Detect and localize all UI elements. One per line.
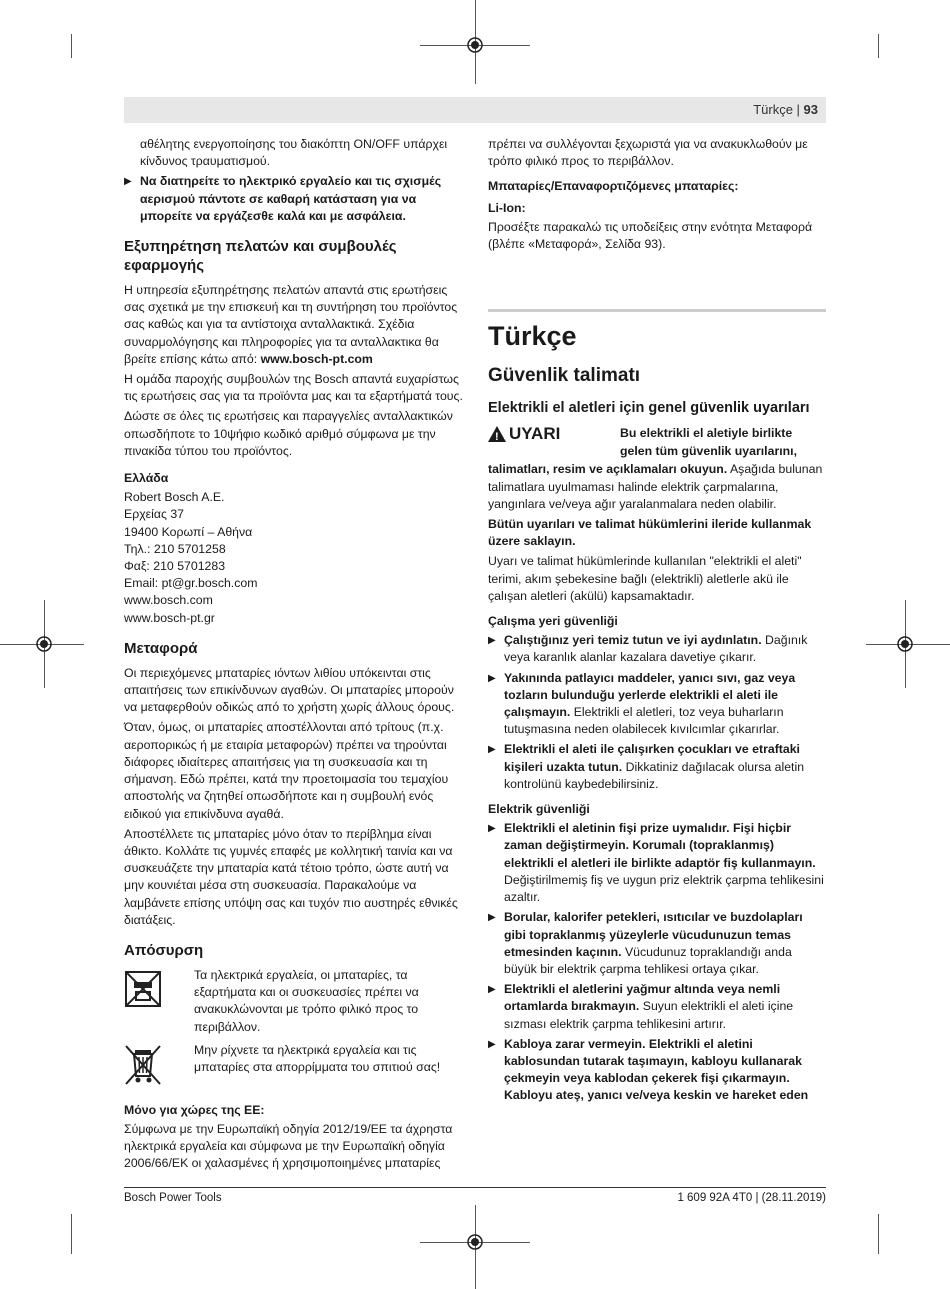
arrow-bullet-icon: ▶ (488, 823, 496, 835)
disposal-row (124, 967, 464, 1036)
bullet-item: ▶ Kabloya zarar vermeyin. Elektrikli el aletini kablosundan tutarak taşımayın, kabloyu kullanarak çekmeyin veya kablodan çekerek fişi çıkarmayın. Kabloyu ateş, yanıcı ve/veya keskin ve hareket eden (488, 1036, 809, 1103)
disposal-row (124, 1042, 464, 1086)
address-line: 19400 Κορωπί – Αθήνα (124, 524, 253, 539)
arrow-bullet-icon: ▶ (488, 912, 496, 924)
warning-badge (488, 425, 560, 442)
battery-heading: Μπαταρίες/Επαναφορτιζόμενες μπαταρίες: (488, 179, 739, 194)
crossed-bin-icon (124, 1042, 162, 1086)
arrow-bullet-icon: ▶ (488, 672, 496, 684)
service-link[interactable]: www.bosch-pt.com (260, 351, 373, 366)
header-text: Türkçe | 93 (753, 102, 818, 117)
service-paragraph: Δώστε σε όλες τις ερωτήσεις και παραγγελίες ανταλλακτικών οπωσδήποτε το 10ψήφιο κωδικό αριθμό σύμφωνα με την πινακίδα τύπου του προϊόντος. (124, 409, 453, 458)
crop-mark (878, 1214, 879, 1254)
registration-mark-icon (464, 1231, 486, 1253)
intro-text: αθέλητης ενεργοποίησης του διακόπτη ON/OFF υπάρχει κίνδυνος τραυματισμού. (140, 137, 448, 169)
transport-paragraph: Αποστέλλετε τις μπαταρίες μόνο όταν το περίβλημα είναι άθικτο. Κολλάτε τις γυμνές επαφές με κολλητική ταινία και να συσκευάζετε την μπαταρία κατά τέτοιο τρόπο, ώστε αυτή να μην κουνιέται μέσα στη συσκευασία. Παρακαλούμε να λαμβάνετε επίσης υπόψη σας και τυχόν πιο αυστηρές εθνικές διατάξεις. (124, 826, 458, 927)
footer-brand: Bosch Power Tools (124, 1192, 222, 1204)
footer-doc-number: 1 609 92A 4T0 | (28.11.2019) (677, 1192, 826, 1204)
transport-paragraph: Οι περιεχόμενες μπαταρίες ιόντων λιθίου υπόκεινται στις απαιτήσεις των επικίνδυνων αγαθών. Οι μπαταρίες μπορούν να μεταφερθούν οδικώς από το χρήστη χωρίς άλλους όρους. (124, 665, 455, 715)
arrow-bullet-icon: ▶ (488, 635, 496, 647)
warning-bold-text: Bu elektrikli el aletiyle birlikte gelen tüm güvenlik uyarılarını, (620, 426, 797, 458)
address-line: www.bosch.com (124, 593, 213, 608)
warning-text: talimatları, resim ve açıklamaları okuyun. Aşağıda bulunan talimatlara uyulmaması halinde elektrik çarpmalarına, yangınlara ve/veya ağır yaralanmalara neden olabilir. (488, 462, 823, 511)
address-line: Email: pt@gr.bosch.com (124, 576, 258, 591)
address-line: Ερχείας 37 (124, 507, 184, 522)
electrical-safety-heading: Elektrik güvenliği (488, 802, 590, 817)
disposal-heading: Απόσυρση (124, 941, 204, 959)
arrow-bullet-icon: ▶ (488, 744, 496, 756)
crop-mark (878, 34, 879, 58)
bullet-item: ▶ Να διατηρείτε το ηλεκτρικό εργαλείο και τις σχισμές αερισμού πάντοτε σε καθαρή κατάσταση για να μπορείτε να εργάζεσθε καλά και με ασφάλεια. (124, 174, 442, 223)
transport-heading: Μεταφορά (124, 639, 198, 657)
general-warnings-title: Elektrikli el aletleri için genel güvenlik uyarıları (488, 400, 810, 417)
eu-heading: Μόνο για χώρες της ΕΕ: (124, 1102, 265, 1117)
address-block (124, 489, 464, 627)
liion-heading: Li-Ion: (488, 200, 526, 215)
registration-mark-icon (464, 34, 486, 56)
section-divider (488, 309, 826, 312)
transport-paragraph: Όταν, όμως, οι μπαταρίες αποστέλλονται από τρίτους (π.χ. αεροπορικώς ή με εταιρία μεταφορών) πρέπει να τηρούνται διάφορες ιδιαίτερες απαιτήσεις για τη συσκευασία και τη σήμανση. Εδώ πρέπει, κατά την προετοιμασία του τεμαχίου αποστολής να ζητηθεί οπωσδήποτε και η συμβουλή ενός ειδικού για επικίνδυνα αγαθά. (124, 720, 449, 821)
bullet-item: ▶ Borular, kalorifer petekleri, ısıtıcılar ve buzdolapları gibi topraklanmış yüzeylerle vücudunuzun temas etmesinden kaçının. Vücudunuz topraklandığı anda büyük bir elektrik çarpma tehlikesi ortaya çıkar. (488, 910, 803, 976)
header-language: Türkçe (753, 102, 793, 117)
arrow-bullet-icon: ▶ (488, 984, 496, 996)
registration-mark-icon (33, 633, 55, 655)
right-column (488, 136, 826, 1108)
bullet-item: ▶ Elektrikli el aletinin fişi prize uymalıdır. Fişi hiçbir zaman değiştirmeyin. Korumalı (topraklanmış) elektrikli el aletleri ile birlikte adaptör fiş kullanmayın. Değiştirilmemiş fiş ve uygun priz elektrik çarpma tehlikesini azaltır. (488, 821, 824, 905)
language-title: Türkçe (488, 321, 577, 352)
crop-mark (71, 34, 72, 58)
address-line: Φαξ: 210 5701283 (124, 559, 226, 574)
bullet-item: ▶ Elektrikli el aleti ile çalışırken çocukları ve etraftaki kişileri uzakta tutun. Dikkatiniz dağılacak olursa aletin kontrolünü kaybedebilirsiniz. (488, 742, 805, 791)
keep-instructions: Bütün uyarıları ve talimat hükümlerini ileride kullanmak üzere saklayın. (488, 517, 812, 549)
recycling-disposal-icon (124, 967, 162, 1011)
address-line: www.bosch-pt.gr (124, 610, 215, 625)
service-heading: Εξυπηρέτηση πελατών και συμβουλές εφαρμογής (124, 238, 397, 275)
arrow-bullet-icon: ▶ (488, 1038, 496, 1050)
service-paragraph: Η υπηρεσία εξυπηρέτησης πελατών απαντά στις ερωτήσεις σας σχετικά με την επισκευή και τη συντήρηση του προϊόντος σας καθώς και για τα αντίστοιχα ανταλλακτικά. Σχέδια συναρμολόγησης και πληροφορίες για τα ανταλλακτικα θα βρείτε επίσης κάτω από: www.bosch-pt.com (124, 283, 458, 366)
term-text: Uyarı ve talimat hükümlerinde kullanılan "elektrikli el aleti" terimi, akım şebekesine bağlı (elektrikli) aletlerle akü ile çalışan aletleri (akülü) kapsamaktadır. (488, 554, 802, 603)
disposal-text: Μην ρίχνετε τα ηλεκτρικά εργαλεία και τις μπαταρίες στα απορρίμματα του σπιτιού σας! (194, 1042, 441, 1074)
left-column (124, 136, 464, 1176)
intro-text: πρέπει να συλλέγονται ξεχωριστά για να ανακυκλωθούν με τρόπο φιλικό προς το περιβάλλον. (488, 137, 808, 169)
registration-mark-icon (894, 633, 916, 655)
bullet-item: ▶ Çalıştığınız yeri temiz tutun ve iyi aydınlatın. Dağınık veya karanlık alanlar kazalara davetiye çıkarır. (488, 633, 808, 665)
disposal-text: Τα ηλεκτρικά εργαλεία, οι μπαταρίες, τα εξαρτήματα και οι συσκευασίες πρέπει να ανακυκλώνονται με τρόπο φιλικό προς το περιβάλλον. (194, 967, 419, 1034)
address-line: Robert Bosch A.E. (124, 490, 225, 505)
page-number: 93 (803, 102, 818, 117)
bullet-item: ▶ Elektrikli el aletlerini yağmur altında veya nemli ortamlarda bırakmayın. Suyun elektrikli el aleti içine sızması elektrik çarpma tehlikesini artırır. (488, 982, 794, 1031)
liion-text: Προσέξτε παρακαλώ τις υποδείξεις στην ενότητα Μεταφορά (βλέπε «Μεταφορά», Σελίδα 93). (488, 219, 813, 252)
work-safety-heading: Çalışma yeri güvenliği (488, 614, 618, 629)
warning-block (488, 425, 826, 461)
address-line: Τηλ.: 210 5701258 (124, 541, 226, 556)
warning-label: UYARI (509, 424, 561, 444)
eu-text: Σύμφωνα με την Ευρωπαϊκή οδηγία 2012/19/ΕΕ τα άχρηστα ηλεκτρικά εργαλεία και σύμφωνα με την Ευρωπαϊκή οδηγία 2006/66/ΕΚ οι χαλασμένες ή χρησιμοποιημένες μπαταρίες (124, 1121, 453, 1171)
warning-triangle-icon: ! (488, 426, 506, 442)
bullet-item: ▶ Yakınında patlayıcı maddeler, yanıcı sıvı, gaz veya tozların bulunduğu yerlerde elektrikli el aleti ile çalışmayın. Elektrikli el aletleri, toz veya buharların tutuşmasına neden olabilecek kıvılcımlar çıkarırlar. (488, 670, 796, 737)
crop-mark (71, 1214, 72, 1254)
service-paragraph: Η ομάδα παροχής συμβουλών της Bosch απαντά ευχαρίστως τις ερωτήσεις σας για τα προϊόντα μας και τα εξαρτήματά τους. (124, 372, 463, 404)
arrow-bullet-icon: ▶ (124, 176, 132, 188)
country-heading: Ελλάδα (124, 471, 169, 486)
page-header (124, 97, 826, 123)
footer-divider (124, 1187, 826, 1188)
safety-title: Güvenlik talimatı (488, 365, 641, 387)
